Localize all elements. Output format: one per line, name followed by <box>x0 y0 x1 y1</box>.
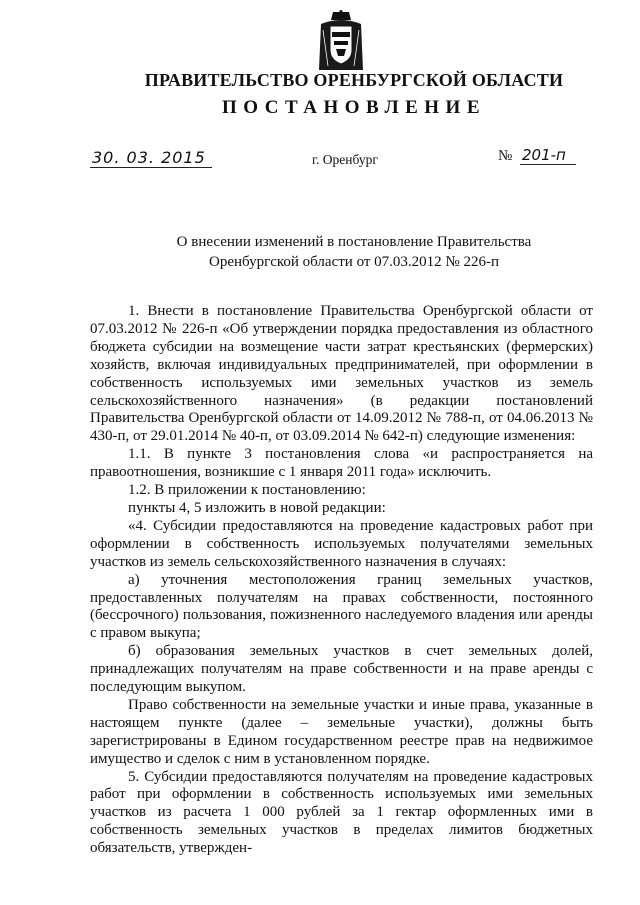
paragraph: б) образования земельных участков в счет земельных долей, принадлежащих получателям на праве собственности и на праве аренды с последующим выкупом. <box>90 643 593 696</box>
decree-subject <box>34 232 640 272</box>
paragraph: Право собственности на земельные участки и иные права, указанные в настоящем пункте (далее – земельные участки), должны быть зарегистрированы в Едином государственном реестре прав на недвижимое имущество и сделок с ним в установленном порядке. <box>90 696 593 767</box>
subject-line-2: Оренбургской области от 07.03.2012 № 226-п <box>208 254 500 270</box>
coat-of-arms-icon <box>318 10 364 72</box>
paragraph: 1.2. В приложении к постановлению: <box>128 482 366 499</box>
paragraph: 1.1. В пункте 3 постановления слова «и распространяется на правоотношения, возникшие с 1 января 2011 года» исключить. <box>90 446 593 481</box>
paragraph: 1. Внести в постановление Правительства Оренбургской области от 07.03.2012 № 226-п «Об утверждении порядка предоставления из областного бюджета субсидии на возмещение части затрат крестьянских (фермерских) хозяйств, включая индивидуальных предпринимателей, при оформлении в собственность используемых ими земельных участков из земель сельскохозяйственного назначения» (в редакции постановлений Правительства Оренбургской области от 14.09.2012 № 788-п, от 04.06.2013 № 430-п, от 29.01.2014 № 40-п, от 03.09.2014 № 642-п) следующие изменения: <box>90 303 593 445</box>
paragraph: «4. Субсидии предоставляются на проведение кадастровых работ при оформлении в собственность используемых получателями земельных участков из земель сельскохозяйственного назначения в случаях: <box>90 517 593 570</box>
paragraph: 5. Субсидии предоставляются получателям на проведение кадастровых работ при оформлении в собственность используемых ими земельных участков из расчета 1 000 рублей за 1 гектар оформленных ими в собственность земельных участков в пределах лимитов бюджетных обязательств, утвержден- <box>90 768 593 857</box>
decree-date: 30. 03. 2015 <box>90 148 212 168</box>
decree-city: г. Оренбург <box>312 152 378 167</box>
decree-number: 201-п <box>520 146 576 165</box>
government-title: ПРАВИТЕЛЬСТВО ОРЕНБУРГСКОЙ ОБЛАСТИ <box>144 70 564 90</box>
subject-line-1: О внесении изменений в постановление Правительства <box>176 234 532 250</box>
document-type-title: ПОСТАНОВЛЕНИЕ <box>221 97 487 118</box>
paragraph: а) уточнения местоположения границ земельных участков, предоставленных получателям на правах собственности, постоянного (бессрочного) пользования, пожизненного наследуемого владения или аренды с правом выкупа; <box>90 571 593 642</box>
paragraph: пункты 4, 5 изложить в новой редакции: <box>128 499 386 516</box>
decree-number-label: № <box>498 148 513 164</box>
decree-body <box>90 303 593 858</box>
